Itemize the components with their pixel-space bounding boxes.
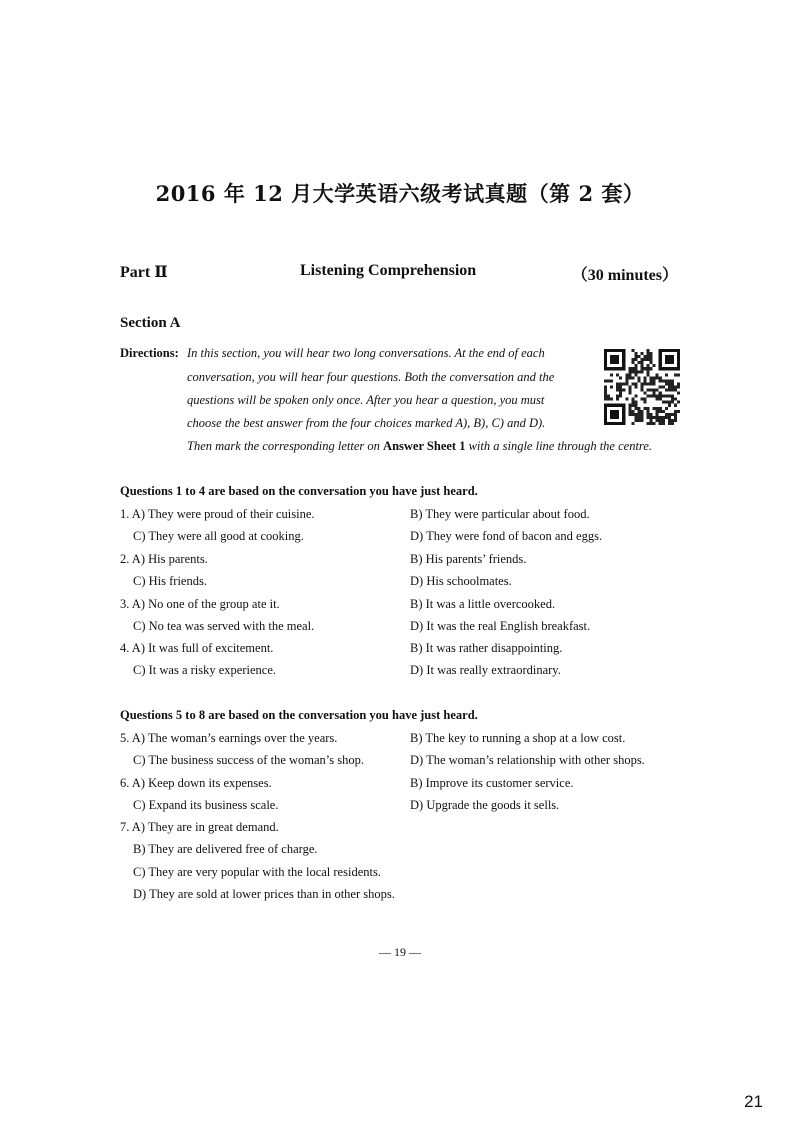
directions-line: In this section, you will hear two long conversations. At the end of each bbox=[187, 346, 545, 360]
option-2a: 2. A) His parents. bbox=[120, 552, 208, 566]
option-2b: B) His parents’ friends. bbox=[410, 552, 527, 566]
option-3b: B) It was a little overcooked. bbox=[410, 597, 556, 611]
option-2c: C) His friends. bbox=[133, 574, 207, 588]
option-3c: C) No tea was served with the meal. bbox=[133, 619, 315, 633]
option-7d: D) They are sold at lower prices than in other shops. bbox=[133, 887, 395, 901]
option-6c: C) Expand its business scale. bbox=[133, 798, 279, 812]
part-label: Part Ⅱ bbox=[120, 264, 168, 281]
directions-line: choose the best answer from the four choices marked A), B), C) and D). bbox=[187, 416, 546, 430]
option-1c: C) They were all good at cooking. bbox=[133, 529, 304, 543]
option-3a: 3. A) No one of the group ate it. bbox=[120, 597, 280, 611]
directions-text: Then mark the corresponding letter on bbox=[187, 439, 384, 453]
option-4c: C) It was a risky experience. bbox=[133, 663, 276, 677]
option-4d: D) It was really extraordinary. bbox=[410, 663, 561, 677]
option-7a: 7. A) They are in great demand. bbox=[120, 820, 279, 834]
part-time: （30 minutes） bbox=[571, 267, 678, 284]
page-title: 2016 年 12 月大学英语六级考试真题（第 2 套） bbox=[155, 181, 645, 206]
option-1b: B) They were particular about food. bbox=[410, 507, 590, 521]
option-4b: B) It was rather disappointing. bbox=[410, 641, 563, 655]
question-group-heading: Questions 5 to 8 are based on the conversation you have just heard. bbox=[120, 708, 478, 722]
directions-line bbox=[187, 439, 652, 454]
option-5d: D) The woman’s relationship with other shops. bbox=[410, 753, 645, 767]
option-6a: 6. A) Keep down its expenses. bbox=[120, 776, 272, 790]
option-5a: 5. A) The woman’s earnings over the years. bbox=[120, 731, 338, 745]
option-7b: B) They are delivered free of charge. bbox=[133, 842, 318, 856]
option-6d: D) Upgrade the goods it sells. bbox=[410, 798, 560, 812]
part-header bbox=[120, 262, 680, 286]
section-title: Section A bbox=[120, 315, 181, 331]
option-6b: B) Improve its customer service. bbox=[410, 776, 574, 790]
option-1a: 1. A) They were proud of their cuisine. bbox=[120, 507, 315, 521]
directions-label: Directions: bbox=[120, 346, 179, 360]
question-group-heading: Questions 1 to 4 are based on the conversation you have just heard. bbox=[120, 484, 478, 498]
qr-code-icon bbox=[604, 349, 680, 425]
part-name: Listening Comprehension bbox=[300, 262, 477, 279]
option-5c: C) The business success of the woman’s shop. bbox=[133, 753, 364, 767]
directions-line: questions will be spoken only once. After you hear a question, you must bbox=[187, 393, 545, 407]
option-3d: D) It was the real English breakfast. bbox=[410, 619, 591, 633]
option-1d: D) They were fond of bacon and eggs. bbox=[410, 529, 603, 543]
option-7c: C) They are very popular with the local residents. bbox=[133, 865, 381, 879]
corner-page-number: 21 bbox=[744, 1092, 763, 1111]
option-5b: B) The key to running a shop at a low cost. bbox=[410, 731, 626, 745]
directions-line: conversation, you will hear four questions. Both the conversation and the bbox=[187, 370, 555, 384]
page-number: — 19 — bbox=[379, 945, 421, 959]
directions-text: with a single line through the centre. bbox=[465, 439, 653, 453]
option-2d: D) His schoolmates. bbox=[410, 574, 512, 588]
option-4a: 4. A) It was full of excitement. bbox=[120, 641, 274, 655]
answer-sheet-ref: Answer Sheet 1 bbox=[383, 439, 466, 453]
